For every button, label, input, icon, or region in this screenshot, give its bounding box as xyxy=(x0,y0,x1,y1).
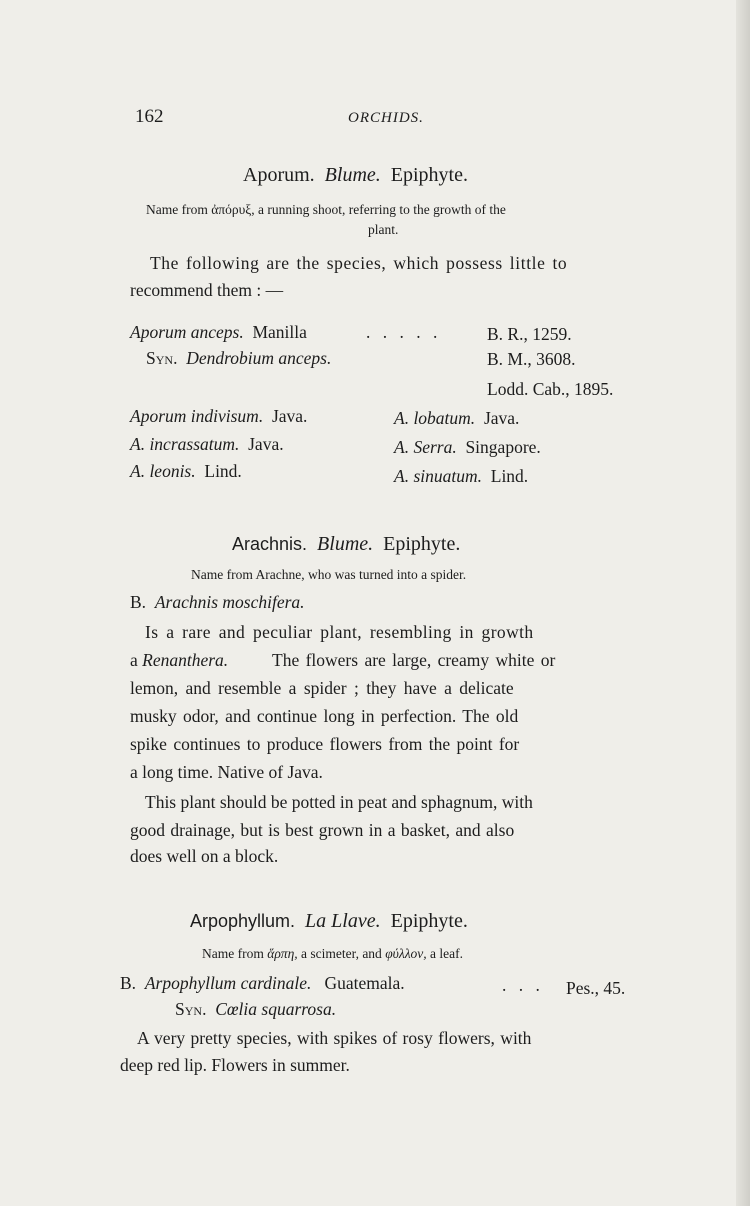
article: a xyxy=(130,650,138,670)
aporum-heading xyxy=(243,164,468,187)
synonym-name: Dendrobium anceps. xyxy=(186,348,332,368)
reference: B. M., 3608. xyxy=(487,349,576,369)
locality: Lind. xyxy=(490,466,529,486)
arpophyllum-heading xyxy=(190,910,468,933)
species-prefix: B. xyxy=(130,592,147,612)
arachnis-etymology: Name from Arachne, who was turned into a spider. xyxy=(191,567,467,582)
species-name: Arachnis moschifera. xyxy=(154,592,305,612)
etymology-text: a scimeter, and xyxy=(301,946,382,961)
synonym-label: Syn. xyxy=(146,348,178,368)
species-name: Aporum indivisum. xyxy=(130,406,264,426)
species-entry xyxy=(130,322,307,343)
locality: Singapore. xyxy=(465,437,541,457)
arpophyllum-etymology xyxy=(202,946,463,962)
species-entry xyxy=(130,406,307,427)
reference: B. R., 1259. xyxy=(487,324,572,344)
author-name: Blume. xyxy=(324,164,381,186)
aporum-etymology-line1: Name from ἀπόρυξ, a running shoot, referring to the growth of the xyxy=(146,202,506,217)
habit: Epiphyte. xyxy=(383,533,461,555)
dot-leader: . . . . . xyxy=(366,322,442,342)
arachnis-para1-line: lemon, and resemble a spider ; they have a delicate xyxy=(130,678,514,698)
species-name: Arpophyllum cardinale. xyxy=(144,973,312,993)
genus-name: Arpophyllum. xyxy=(190,911,296,931)
aporum-intro-line2: recommend them : — xyxy=(130,280,284,300)
genus-name: Arachnis. xyxy=(232,534,308,554)
etymology-text: a leaf. xyxy=(430,946,464,961)
synonym-name: Cœlia squarrosa. xyxy=(215,999,337,1019)
habit: Epiphyte. xyxy=(390,164,468,186)
locality: Java. xyxy=(248,434,284,454)
arachnis-para1-line: musky odor, and continue long in perfection. The old xyxy=(130,706,519,726)
reference: Lodd. Cab., 1895. xyxy=(487,379,614,399)
locality: Java. xyxy=(483,408,520,428)
author-name: La Llave. xyxy=(305,910,381,932)
synonym-entry xyxy=(146,348,331,369)
species-entry xyxy=(130,592,305,613)
page-edge-shadow xyxy=(736,0,750,1206)
arachnis-para1-line: a long time. Native of Java. xyxy=(130,762,323,782)
locality: Manilla xyxy=(252,322,307,342)
arachnis-para1-line: The flowers are large, creamy white or xyxy=(272,650,556,670)
genus-name: Aporum. xyxy=(243,164,315,186)
locality: Lind. xyxy=(204,461,242,481)
reference: Pes., 45. xyxy=(566,978,626,998)
greek-word: φύλλον, xyxy=(385,946,427,961)
species-prefix: B. xyxy=(120,973,137,993)
species-name: A. sinuatum. xyxy=(394,466,482,486)
species-entry xyxy=(394,466,528,487)
arachnis-para2-line: good drainage, but is best grown in a basket, and also xyxy=(130,820,515,840)
species-entry xyxy=(130,434,284,455)
species-reference: Renanthera. xyxy=(142,650,229,670)
habit: Epiphyte. xyxy=(390,910,468,932)
author-name: Blume. xyxy=(317,533,374,555)
locality: Guatemala. xyxy=(324,973,405,993)
aporum-etymology-line2: plant. xyxy=(368,222,399,237)
arpophyllum-description-line2: deep red lip. Flowers in summer. xyxy=(120,1055,350,1075)
arachnis-para1-line xyxy=(130,650,228,671)
arachnis-para1-line: spike continues to produce flowers from the point for xyxy=(130,734,520,754)
arachnis-heading xyxy=(232,533,460,556)
species-entry xyxy=(394,437,541,458)
aporum-intro-line1: The following are the species, which possess little to xyxy=(150,253,568,273)
species-name: A. Serra. xyxy=(394,437,457,457)
arachnis-para2-line: does well on a block. xyxy=(130,846,279,866)
locality: Java. xyxy=(271,406,308,426)
arpophyllum-description-line1: A very pretty species, with spikes of rosy flowers, with xyxy=(137,1028,532,1048)
running-title: ORCHIDS. xyxy=(348,110,424,126)
synonym-label: Syn. xyxy=(175,999,207,1019)
arachnis-para2-line: This plant should be potted in peat and sphagnum, with xyxy=(145,792,533,812)
species-entry xyxy=(394,408,519,429)
page-number: 162 xyxy=(135,106,164,127)
dot-leader: . . . xyxy=(502,975,544,995)
species-name: Aporum anceps. xyxy=(130,322,244,342)
species-entry xyxy=(120,973,405,994)
arachnis-para1-line: Is a rare and peculiar plant, resembling in growth xyxy=(145,622,534,642)
etymology-text: Name from xyxy=(202,946,264,961)
synonym-entry xyxy=(175,999,336,1020)
species-name: A. lobatum. xyxy=(394,408,476,428)
species-name: A. leonis. xyxy=(130,461,196,481)
species-entry xyxy=(130,461,242,482)
greek-word: ἅρπη, xyxy=(267,946,298,961)
species-name: A. incrassatum. xyxy=(130,434,240,454)
